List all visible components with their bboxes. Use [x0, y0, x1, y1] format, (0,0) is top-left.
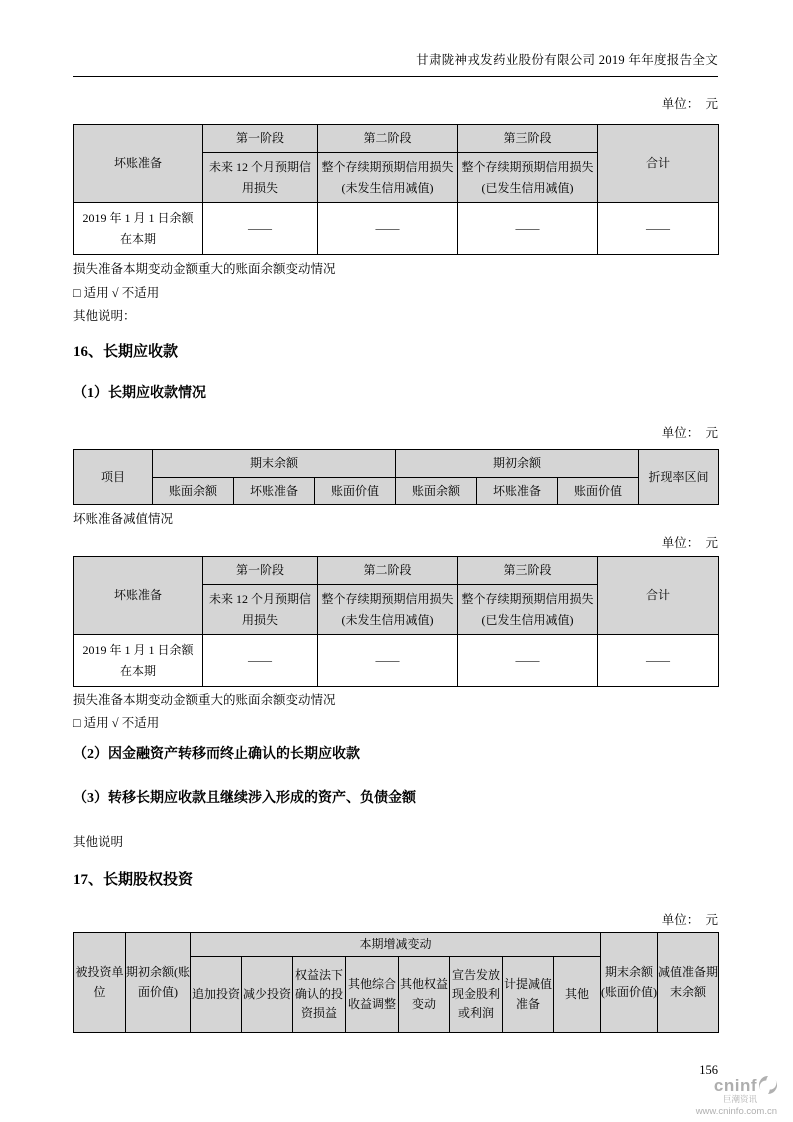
header-cell: 项目: [74, 450, 153, 505]
cninfo-url: www.cninfo.com.cn: [695, 1106, 777, 1117]
table-row: [74, 933, 719, 957]
header-cell: 本期增减变动: [191, 933, 601, 957]
unit-label: 单位： 元: [661, 536, 718, 550]
header-cell: 坏账准备: [74, 125, 203, 203]
header-cell: [458, 585, 598, 635]
unit-label: 单位： 元: [661, 426, 718, 440]
header-cell: 账面余额: [153, 478, 234, 505]
header-cell: 第三阶段: [458, 125, 598, 153]
data-cell: ——: [458, 203, 598, 255]
header-cell: 被投资单位: [74, 933, 126, 1033]
loss-change-note: 损失准备本期变动金额重大的账面余额变动情况: [73, 262, 336, 276]
header-cell: 其他: [554, 957, 601, 1033]
row-label-cell: 2019 年 1 月 1 日余额在本期: [74, 203, 203, 255]
section-16-heading: 16、长期应收款: [73, 344, 179, 360]
header-cell: 期初余额(账面价值): [126, 933, 191, 1033]
document-header: [73, 50, 718, 77]
unit-label: 单位： 元: [661, 97, 718, 111]
cell-line: 未来 12 个月预期信: [208, 592, 311, 607]
bad-debt-impairment-note: 坏账准备减值情况: [73, 512, 174, 526]
header-cell: 计提减值准备: [503, 957, 554, 1033]
header-cell: 第一阶段: [203, 557, 318, 585]
header-cell: 第二阶段: [318, 125, 458, 153]
header-cell: [318, 585, 458, 635]
cell-line: 整个存续期预期信用损失: [321, 160, 454, 175]
cell-line: 用损失: [241, 612, 278, 627]
header-cell: 折现率区间: [639, 450, 719, 505]
applicability-line: □ 适用 √ 不适用: [73, 716, 160, 730]
table-row: [74, 125, 719, 153]
header-cell: 追加投资: [191, 957, 242, 1033]
header-cell: 第二阶段: [318, 557, 458, 585]
long-term-receivables-table: [73, 449, 719, 505]
header-cell: 账面价值: [315, 478, 396, 505]
header-cell: 合计: [598, 125, 719, 203]
cell-line: (已发生信用减值): [481, 180, 574, 195]
unit-label: 单位： 元: [661, 913, 718, 927]
bad-debt-stage-table-bottom: [73, 556, 719, 687]
data-cell: ——: [458, 635, 598, 687]
section-16-3-heading: （3）转移长期应收款且继续涉入形成的资产、负债金额: [73, 791, 416, 806]
header-cell: [458, 153, 598, 203]
header-cell: 账面余额: [396, 478, 477, 505]
data-cell: ——: [203, 635, 318, 687]
header-cell: [318, 153, 458, 203]
other-notes-label: 其他说明：: [73, 309, 136, 323]
header-cell: 坏账准备: [477, 478, 558, 505]
header-cell: 减值准备期末余额: [658, 933, 719, 1033]
data-cell: ——: [203, 203, 318, 255]
cell-line: 用损失: [241, 180, 278, 195]
header-cell: [203, 153, 318, 203]
header-cell: 坏账准备: [74, 557, 203, 635]
bad-debt-stage-table-top: [73, 124, 719, 255]
document-title: 甘肃陇神戎发药业股份有限公司 2019 年年度报告全文: [416, 53, 718, 67]
data-cell: ——: [318, 635, 458, 687]
cninfo-swirl-icon: [759, 1076, 777, 1094]
header-cell: 其他综合收益调整: [346, 957, 399, 1033]
loss-change-note: 损失准备本期变动金额重大的账面余额变动情况: [73, 693, 336, 707]
table-row: [74, 557, 719, 585]
applicability-line: □ 适用 √ 不适用: [73, 286, 160, 300]
header-cell: 期末余额: [153, 450, 396, 478]
header-cell: 合计: [598, 557, 719, 635]
cninfo-logo: [696, 1076, 777, 1117]
cell-line: (已发生信用减值): [481, 612, 574, 627]
data-cell: ——: [318, 203, 458, 255]
section-16-2-heading: （2）因金融资产转移而终止确认的长期应收款: [73, 747, 360, 762]
header-cell: 宣告发放现金股利或利润: [450, 957, 503, 1033]
header-cell: [203, 585, 318, 635]
data-cell: ——: [598, 203, 719, 255]
header-cell: 坏账准备: [234, 478, 315, 505]
header-cell: 权益法下确认的投资损益: [293, 957, 346, 1033]
equity-investment-table: [73, 932, 719, 1033]
table-row: [74, 450, 719, 478]
header-cell: 其他权益变动: [399, 957, 450, 1033]
data-cell: ——: [598, 635, 719, 687]
header-cell: 期末余额(账面价值): [601, 933, 658, 1033]
cninfo-brand-text: cninf: [713, 1075, 757, 1095]
cell-line: (未发生信用减值): [341, 612, 434, 627]
page-content: [73, 0, 718, 1078]
table-row: [74, 635, 719, 687]
page-number: 156: [699, 1063, 718, 1077]
cell-line: 整个存续期预期信用损失: [461, 592, 594, 607]
cell-line: 整个存续期预期信用损失: [461, 160, 594, 175]
section-16-1-heading: （1）长期应收款情况: [73, 386, 206, 401]
cell-line: 未来 12 个月预期信: [208, 160, 311, 175]
cell-line: 整个存续期预期信用损失: [321, 592, 454, 607]
header-cell: 账面价值: [558, 478, 639, 505]
other-notes-label: 其他说明: [73, 835, 124, 849]
table-row: [74, 203, 719, 255]
header-cell: 期初余额: [396, 450, 639, 478]
section-17-heading: 17、长期股权投资: [73, 872, 194, 888]
header-cell: 第一阶段: [203, 125, 318, 153]
header-cell: 减少投资: [242, 957, 293, 1033]
cninfo-logo-top: [696, 1076, 777, 1094]
header-cell: 第三阶段: [458, 557, 598, 585]
cell-line: (未发生信用减值): [341, 180, 434, 195]
table-row: [74, 478, 719, 505]
cninfo-cn-name: 巨潮资讯: [722, 1094, 757, 1104]
row-label-cell: 2019 年 1 月 1 日余额在本期: [74, 635, 203, 687]
